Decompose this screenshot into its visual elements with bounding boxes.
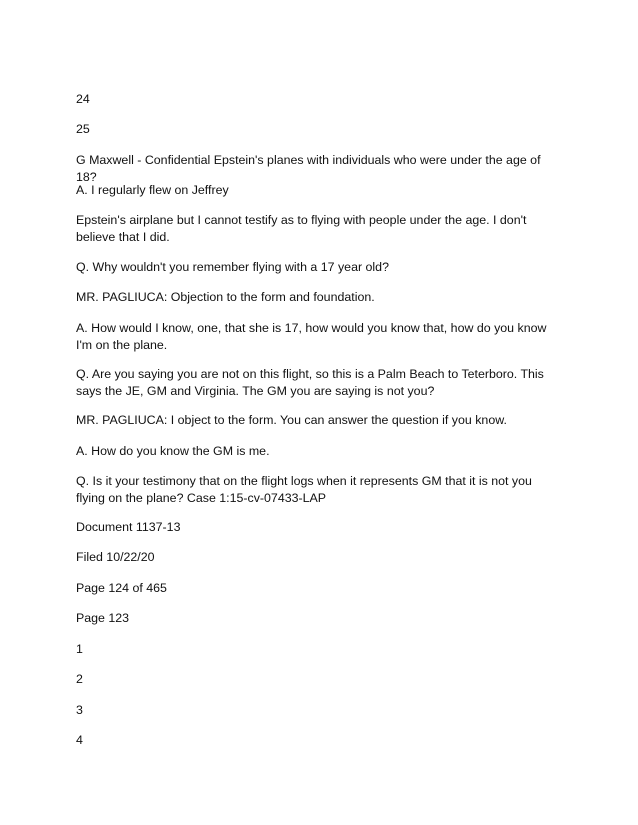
line-number-2: 2 — [76, 672, 83, 686]
transcript-paragraph: A. How would I know, one, that she is 17, how would you know that, how do you know I'm on the plane. — [76, 321, 547, 352]
transcript-paragraph: Q. Why wouldn't you remember flying with a 17 year old? — [76, 260, 389, 274]
line-number-1: 1 — [76, 642, 83, 656]
transcript-paragraph: MR. PAGLIUCA: Objection to the form and foundation. — [76, 290, 375, 304]
transcript-page-number: Page 123 — [76, 611, 130, 625]
line-number-24: 24 — [76, 92, 90, 106]
transcript-paragraph: Q. Is it your testimony that on the flight logs when it represents GM that it is not you flying on the plane? Case 1:15-cv-07433-LAP — [76, 474, 532, 505]
transcript-paragraph: Epstein's airplane but I cannot testify as to flying with people under the age. I don't believe that I did. — [76, 213, 527, 244]
line-number-3: 3 — [76, 703, 83, 717]
transcript-paragraph: A. I regularly flew on Jeffrey — [76, 183, 229, 197]
line-number-4: 4 — [76, 733, 83, 747]
filed-date: Filed 10/22/20 — [76, 550, 155, 564]
transcript-paragraph: G Maxwell - Confidential Epstein's planes with individuals who were under the age of 18? — [76, 153, 541, 184]
transcript-paragraph: A. How do you know the GM is me. — [76, 444, 270, 458]
case-document-number: Document 1137-13 — [76, 520, 181, 534]
line-number-25: 25 — [76, 122, 90, 136]
transcript-paragraph: Q. Are you saying you are not on this flight, so this is a Palm Beach to Teterboro. This says the JE, GM and Virginia. The GM you are saying is not you? — [76, 367, 544, 398]
transcript-paragraph: MR. PAGLIUCA: I object to the form. You can answer the question if you know. — [76, 413, 507, 427]
page-of-total: Page 124 of 465 — [76, 581, 167, 595]
